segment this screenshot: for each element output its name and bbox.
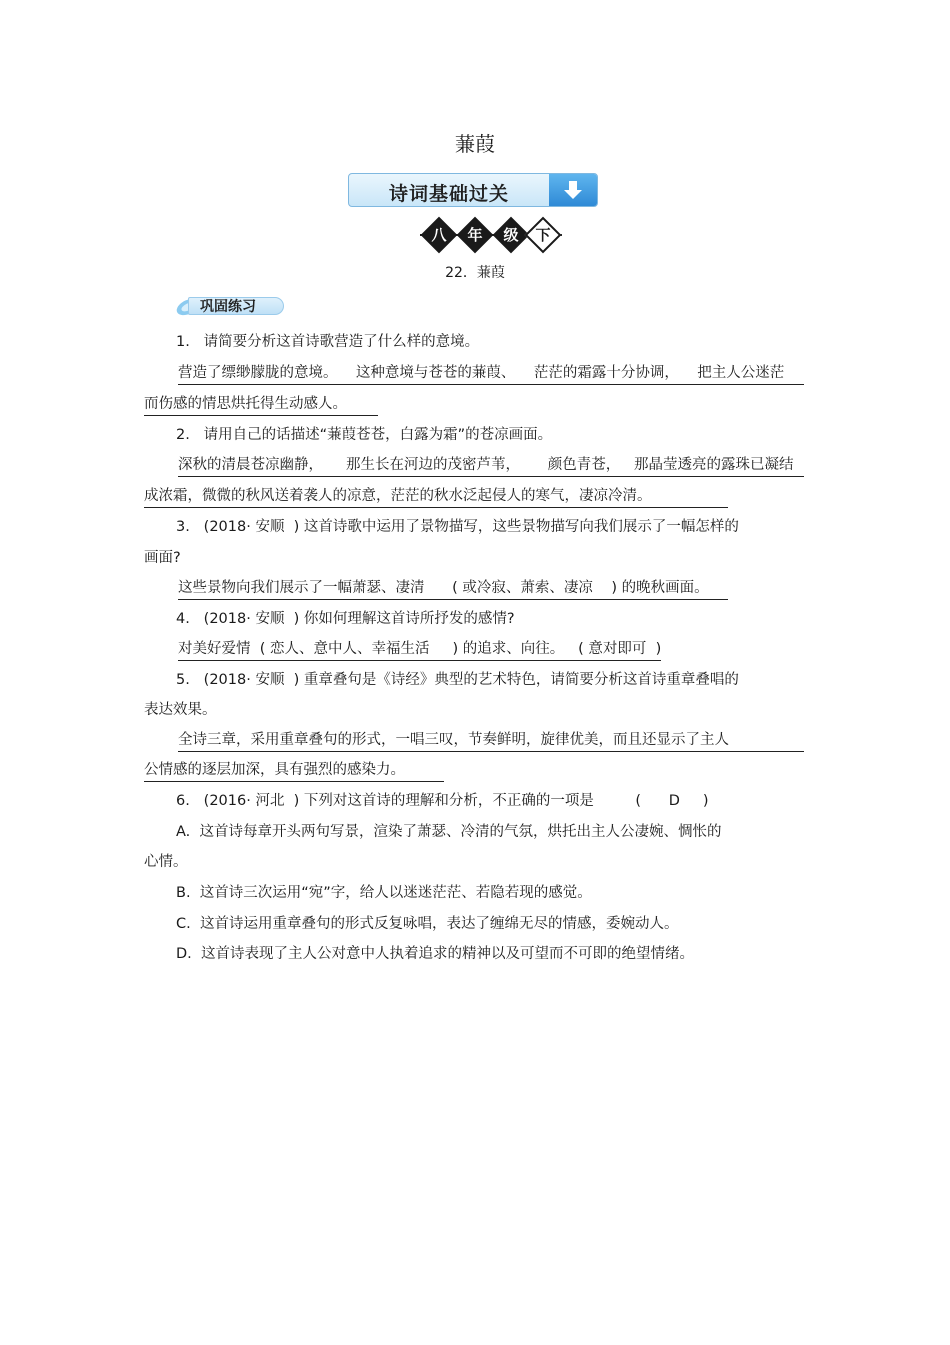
grade-badge [420, 219, 562, 251]
practice-tag [174, 294, 286, 318]
answer-line: 全诗三章，采用重章叠句的形式，一唱三叹，节奏鲜明，旋律优美，而且还显示了主人 [178, 728, 804, 752]
grade-char-text: 级 [503, 226, 519, 244]
answer-line: 成浓霜，微微的秋风送着袭人的凉意，茫茫的秋水泛起侵人的寒气，凄凉冷清。 [144, 484, 728, 508]
grade-char [421, 217, 458, 254]
answer-line: 对美好爱情 ( 恋人、意中人、幸福生活 ) 的追求、向往。 ( 意对即可 ) [178, 637, 661, 661]
question-line: 画面? [144, 550, 181, 566]
answer-line: 营造了缥缈朦胧的意境。 这种意境与苍苍的蒹葭、 茫茫的霜露十分协调， 把主人公迷茫 [178, 361, 804, 385]
question-line: C. 这首诗运用重章叠句的形式反复咏唱，表达了缠绵无尽的情感，委婉动人。 [176, 916, 679, 932]
grade-char [525, 217, 562, 254]
answer-line: 这些景物向我们展示了一幅萧瑟、凄清 ( 或冷寂、萧索、凄凉 ) 的晚秋画面。 [178, 576, 728, 600]
question-line: D. 这首诗表现了主人公对意中人执着追求的精神以及可望而不可即的绝望情绪。 [176, 946, 694, 962]
practice-tag-label: 巩固练习 [200, 299, 256, 315]
banner-label: 诗词基础过关 [388, 183, 509, 205]
grade-char-text: 八 [431, 226, 447, 244]
question-line: 4. (2018· 安顺 ) 你如何理解这首诗所抒发的感情? [176, 611, 515, 627]
down-arrow-icon [549, 174, 597, 206]
section-banner [348, 173, 598, 207]
question-line: A. 这首诗每章开头两句写景，渲染了萧瑟、冷清的气氛，烘托出主人公凄婉、惆怅的 [176, 824, 722, 840]
question-line: 2. 请用自己的话描述“蒹葭苍苍，白露为霜”的苍凉画面。 [176, 427, 553, 443]
answer-line: 公情感的逐层加深，具有强烈的感染力。 [144, 758, 444, 782]
question-line: 6. (2016· 河北 ) 下列对这首诗的理解和分析，不正确的一项是 ( D ) [176, 793, 709, 809]
answer-line: 深秋的清晨苍凉幽静， 那生长在河边的茂密芦苇， 颜色青苍， 那晶莹透亮的露珠已凝结 [178, 453, 804, 477]
grade-char-text: 年 [467, 226, 483, 244]
question-line: 心情。 [144, 854, 188, 870]
question-line: 3. (2018· 安顺 ) 这首诗歌中运用了景物描写，这些景物描写向我们展示了一幅怎样的 [176, 519, 739, 535]
question-line: B. 这首诗三次运用“宛”字，给人以迷迷茫茫、若隐若现的感觉。 [176, 885, 592, 901]
question-line: 5. (2018· 安顺 ) 重章叠句是《诗经》典型的艺术特色，请简要分析这首诗重章叠唱的 [176, 672, 739, 688]
grade-char-text: 下 [535, 226, 551, 244]
lesson-heading: 22．蒹葭 [445, 265, 505, 281]
answer-line: 而伤感的情思烘托得生动感人。 [144, 392, 378, 416]
question-line: 1. 请简要分析这首诗歌营造了什么样的意境。 [176, 334, 480, 350]
page-title: 蒹葭 [455, 132, 495, 156]
question-line: 表达效果。 [144, 702, 217, 718]
grade-char [457, 217, 494, 254]
